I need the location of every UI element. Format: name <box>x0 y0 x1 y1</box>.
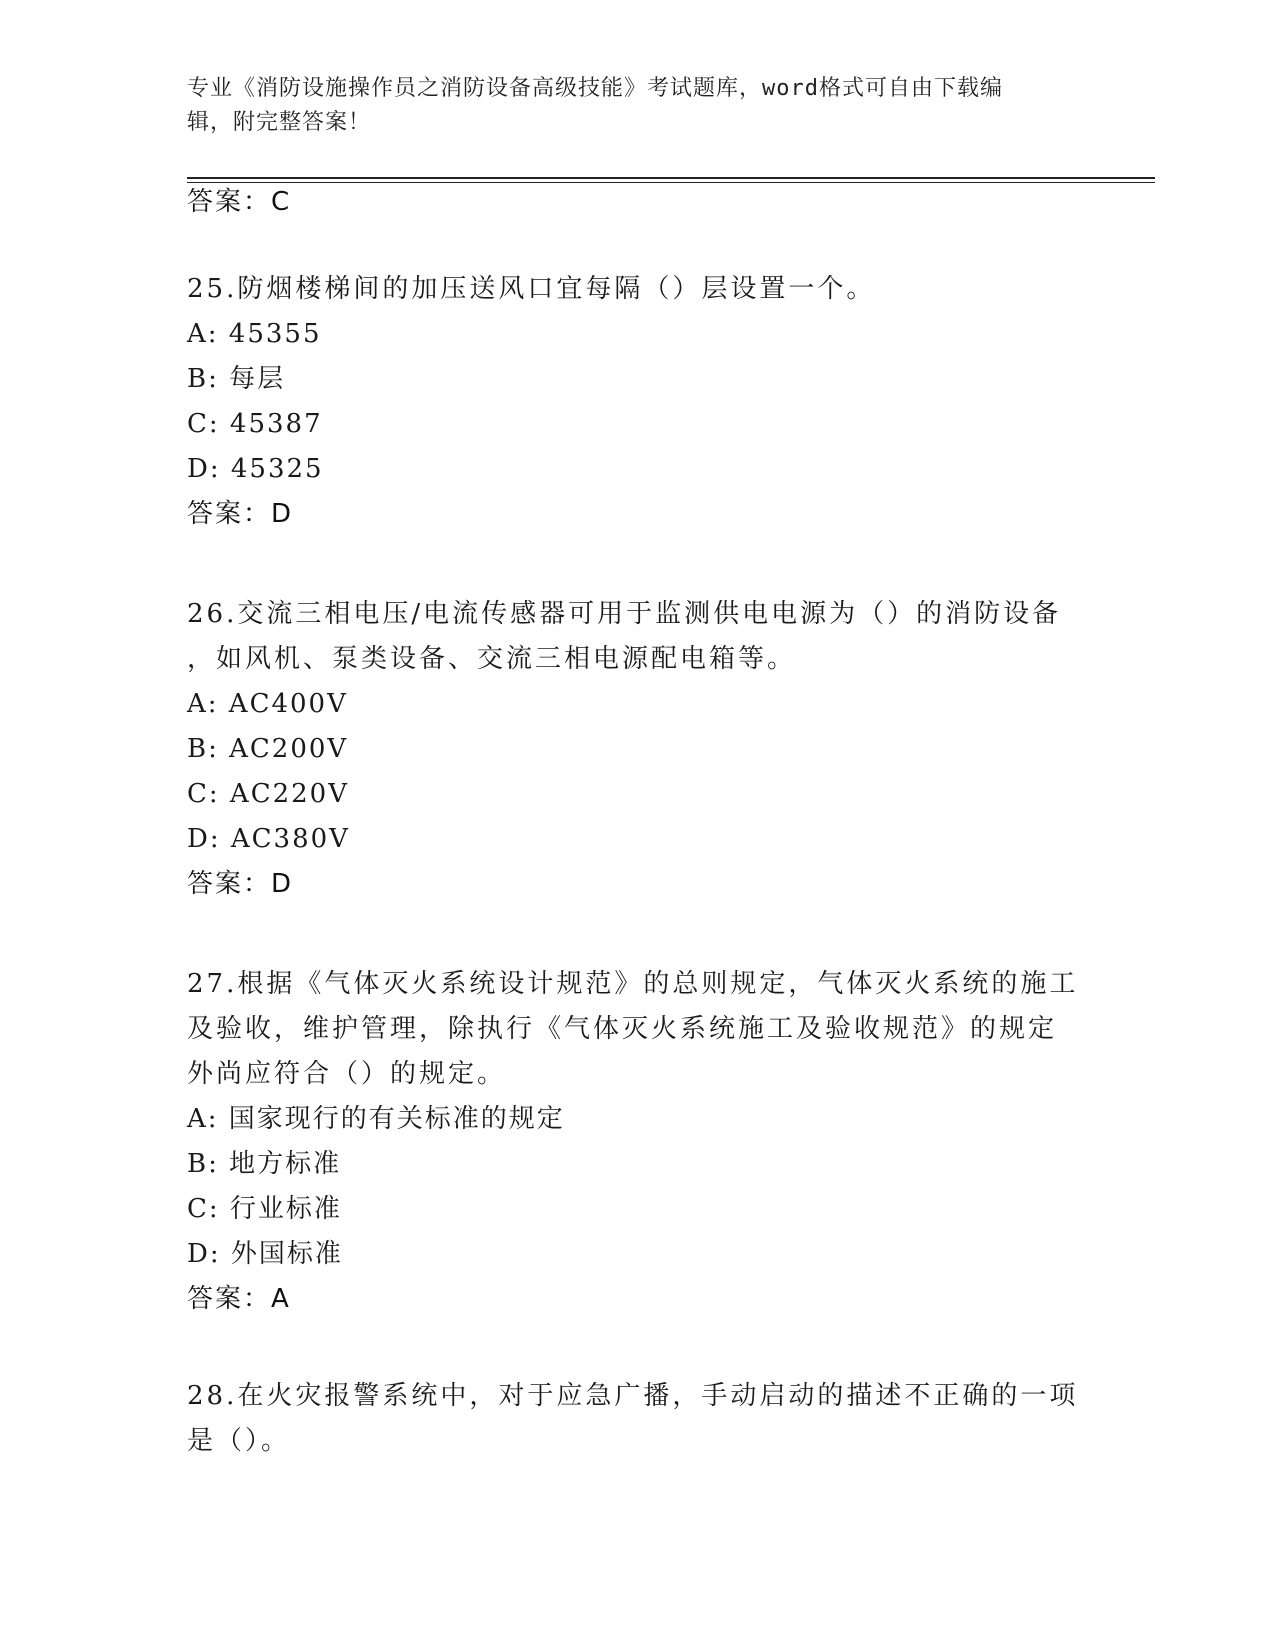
question-text-line: 及验收，维护管理，除执行《气体灭火系统施工及验收规范》的规定 <box>187 1014 1058 1044</box>
option-d: D: AC380V <box>187 824 350 854</box>
header-line-1: 专业《消防设施操作员之消防设备高级技能》考试题库，word格式可自由下载编 <box>187 76 1003 101</box>
question-text-line: 27.根据《气体灭火系统设计规范》的总则规定，气体灭火系统的施工 <box>187 969 1079 999</box>
header-divider-thick <box>187 177 1155 179</box>
answer-line: 答案：C <box>187 187 292 217</box>
option-c: C: AC220V <box>187 779 349 809</box>
option-d: D: 45325 <box>187 454 324 484</box>
question-text-line: 26.交流三相电压/电流传感器可用于监测供电电源为（）的消防设备 <box>187 599 1062 629</box>
question-26 <box>187 592 1087 906</box>
question-text-line: ，如风机、泵类设备、交流三相电源配电箱等。 <box>187 644 797 674</box>
option-a: A: AC400V <box>187 689 348 719</box>
answer-line: 答案：D <box>187 869 294 899</box>
option-b: B: 每层 <box>187 364 286 394</box>
question-text-line: 25.防烟楼梯间的加压送风口宜每隔（）层设置一个。 <box>187 274 876 304</box>
option-a: A: 45355 <box>187 319 322 349</box>
question-text-line: 28.在火灾报警系统中，对于应急广播，手动启动的描述不正确的一项 <box>187 1381 1079 1411</box>
question-text-line: 外尚应符合（）的规定。 <box>187 1059 507 1089</box>
answer-line: 答案：A <box>187 1284 291 1314</box>
question-text-line: 是（）。 <box>187 1426 291 1456</box>
option-b: B: AC200V <box>187 734 349 764</box>
option-c: C: 45387 <box>187 409 323 439</box>
document-header <box>187 72 1067 140</box>
question-28 <box>187 1374 1087 1464</box>
option-d: D: 外国标准 <box>187 1239 343 1269</box>
header-line-2: 辑，附完整答案！ <box>187 110 372 135</box>
answer-line: 答案：D <box>187 499 294 529</box>
question-25 <box>187 267 1087 536</box>
question-27 <box>187 962 1087 1321</box>
option-c: C: 行业标准 <box>187 1194 342 1224</box>
option-a: A: 国家现行的有关标准的规定 <box>187 1104 565 1134</box>
option-b: B: 地方标准 <box>187 1149 342 1179</box>
